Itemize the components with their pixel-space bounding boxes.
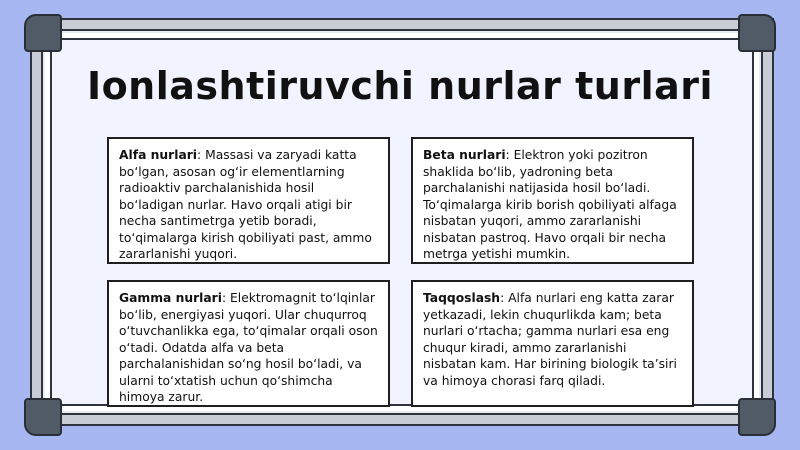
frame-corner-bottom-left bbox=[24, 398, 62, 436]
frame-corner-top-right bbox=[738, 14, 776, 52]
page-title: Ionlashtiruvchi nurlar turlari bbox=[86, 64, 714, 108]
card-gamma-label: Gamma nurlari bbox=[119, 291, 222, 305]
card-taqqoslash-text: : Alfa nurlari eng katta zarar yetkazadi, lekin chuqurlikda kam; beta nurlari o‘rtacha; gamma nurlari esa eng chuqur kiradi, ammo zararlanishi nisbatan kam. Har birining biologik ta’siri va himoya chorasi farq qiladi. bbox=[423, 291, 677, 388]
card-alfa-text: : Massasi va zaryadi katta bo‘lgan, asosan og‘ir elementlarning radioaktiv parchalanishida hosil bo‘ladigan nurlar. Havo orqali atigi bir necha santimetrga yetib boradi, to‘qimalarga kirish qobiliyati past, ammo zararlanishi yuqori. bbox=[119, 148, 372, 261]
card-taqqoslash bbox=[411, 280, 694, 407]
frame-corner-top-left bbox=[24, 14, 62, 52]
card-gamma bbox=[107, 280, 390, 407]
card-beta bbox=[411, 137, 694, 264]
card-gamma-text: : Elektromagnit to‘lqinlar bo‘lib, energiyasi yuqori. Ular chuqurroq o‘tuvchanlikka ega, to‘qimalar orqali oson o‘tadi. Odatda alfa va beta parchalanishidan so‘ng hosil bo‘ladi, va ularni to‘xtatish uchun qo‘shimcha himoya zarur. bbox=[119, 291, 378, 404]
frame-corner-bottom-right bbox=[738, 398, 776, 436]
card-taqqoslash-label: Taqqoslash bbox=[423, 291, 501, 305]
card-beta-label: Beta nurlari bbox=[423, 148, 506, 162]
card-alfa bbox=[107, 137, 390, 264]
card-alfa-label: Alfa nurlari bbox=[119, 148, 198, 162]
card-beta-text: : Elektron yoki pozitron shaklida bo‘lib, yadroning beta parchalanishi natijasida hosil bo‘ladi. To‘qimalarga kirib borish qobiliyati alfaga nisbatan yuqori, ammo zararlanishi nisbatan pastroq. Havo orqali bir necha metrga yetishi mumkin. bbox=[423, 148, 677, 261]
